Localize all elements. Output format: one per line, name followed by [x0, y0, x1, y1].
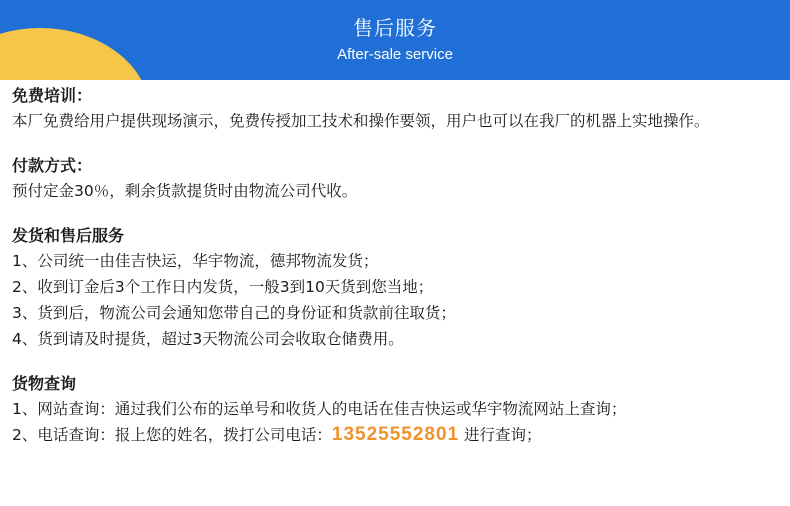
list-item: 3、货到后，物流公司会通知您带自己的身份证和货款前往取货； — [12, 304, 456, 322]
section-title: 付款方式： — [12, 156, 93, 175]
section-tracking — [12, 372, 784, 448]
list-item-phone — [12, 422, 784, 448]
banner-subtitle: After-sale service — [337, 46, 453, 63]
service-content — [12, 84, 784, 468]
section-text: 预付定金30％，剩余货款提货时由物流公司代收。 — [12, 182, 358, 200]
phone-suffix: 进行查询； — [459, 426, 542, 444]
section-text: 本厂免费给用户提供现场演示，免费传授加工技术和操作要领，用户也可以在我厂的机器上实地操作。 — [12, 112, 710, 130]
phone-prefix: 2、电话查询：报上您的姓名，拨打公司电话： — [12, 426, 332, 444]
phone-number[interactable]: 13525552801 — [331, 424, 460, 445]
list-item: 2、收到订金后3个工作日内发货，一般3到10天货到您当地； — [12, 278, 434, 296]
list-item: 4、货到请及时提货，超过3天物流公司会收取仓储费用。 — [12, 330, 404, 348]
banner-title: 售后服务 — [353, 16, 437, 40]
list-item: 1、网站查询：通过我们公布的运单号和收货人的电话在佳吉快运或华宇物流网站上查询； — [12, 400, 627, 418]
list-item: 1、公司统一由佳吉快运，华宇物流，德邦物流发货； — [12, 252, 379, 270]
section-title: 免费培训： — [12, 86, 93, 105]
header-banner — [0, 0, 790, 80]
section-title: 货物查询 — [12, 374, 77, 393]
section-title: 发货和售后服务 — [12, 226, 125, 245]
section-payment — [12, 154, 784, 204]
section-shipping — [12, 224, 784, 352]
section-training — [12, 84, 784, 134]
